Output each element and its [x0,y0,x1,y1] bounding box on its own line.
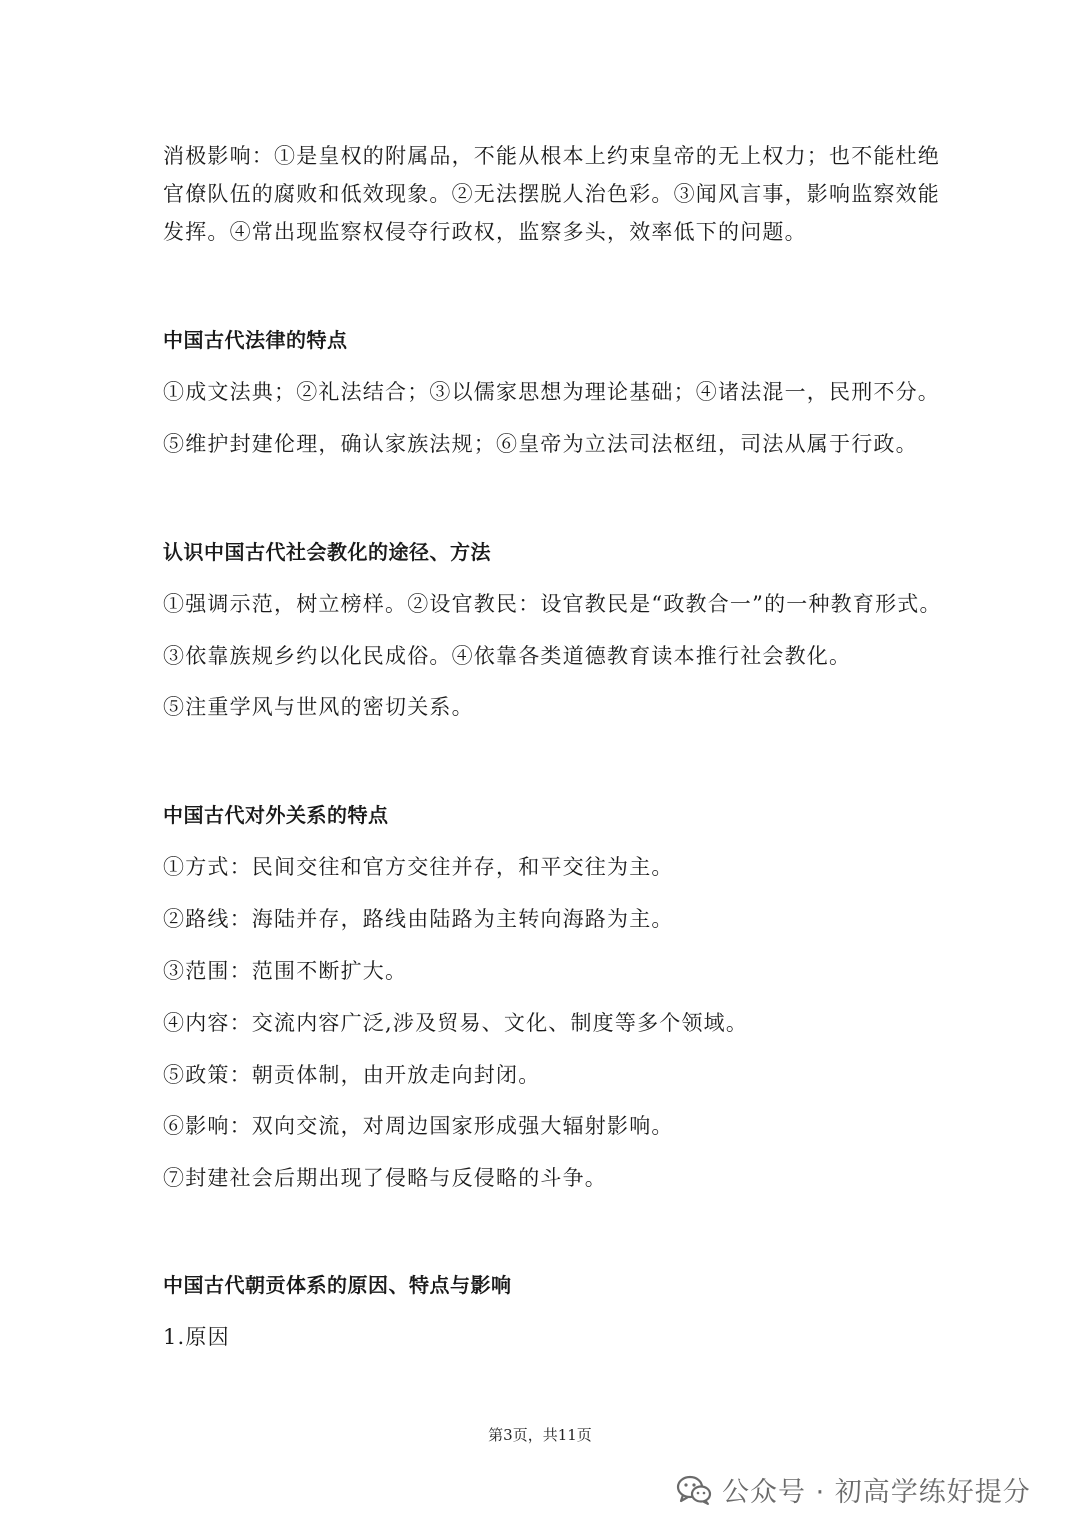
list-item: ②路线：海陆并存，路线由陆路为主转向海路为主。 [163,907,674,931]
list-item: ①成文法典；②礼法结合；③以儒家思想为理论基础；④诸法混一，民刑不分。 [163,380,940,404]
list-item: ①强调示范，树立榜样。②设官教民：设官教民是“政教合一”的一种教育形式。 [163,592,942,616]
list-item: ⑤政策：朝贡体制，由开放走向封闭。 [163,1063,541,1087]
page-number: 第3页，共11页 [488,1426,592,1444]
paragraph-line: 消极影响：①是皇权的附属品，不能从根本上约束皇帝的无上权力；也不能杜绝 [163,144,940,168]
watermark [676,1470,1031,1509]
list-item: ③范围：范围不断扩大。 [163,959,408,983]
list-item: ③依靠族规乡约以化民成俗。④依靠各类道德教育读本推行社会教化。 [163,644,852,668]
list-item: ①方式：民间交往和官方交往并存，和平交往为主。 [163,855,674,879]
watermark-text: 公众号 · 初高学练好提分 [722,1477,1031,1508]
paragraph-line: 官僚队伍的腐败和低效现象。②无法摆脱人治色彩。③闻风言事，影响监察效能 [163,182,940,206]
list-item: 1.原因 [163,1325,230,1349]
section-heading-education: 认识中国古代社会教化的途径、方法 [163,540,491,564]
paragraph-line: 发挥。④常出现监察权侵夺行政权，监察多头，效率低下的问题。 [163,220,807,244]
list-item: ⑦封建社会后期出现了侵略与反侵略的斗争。 [163,1166,607,1190]
section-heading-foreign: 中国古代对外关系的特点 [163,803,389,827]
list-item: ④内容：交流内容广泛,涉及贸易、文化、制度等多个领域。 [163,1011,749,1035]
list-item: ⑥影响：双向交流，对周边国家形成强大辐射影响。 [163,1114,674,1138]
wechat-icon [676,1474,712,1506]
section-heading-tribute: 中国古代朝贡体系的原因、特点与影响 [163,1273,512,1297]
list-item: ⑤维护封建伦理，确认家族法规；⑥皇帝为立法司法枢纽，司法从属于行政。 [163,432,918,456]
list-item: ⑤注重学风与世风的密切关系。 [163,695,474,719]
section-heading-law: 中国古代法律的特点 [163,328,348,352]
